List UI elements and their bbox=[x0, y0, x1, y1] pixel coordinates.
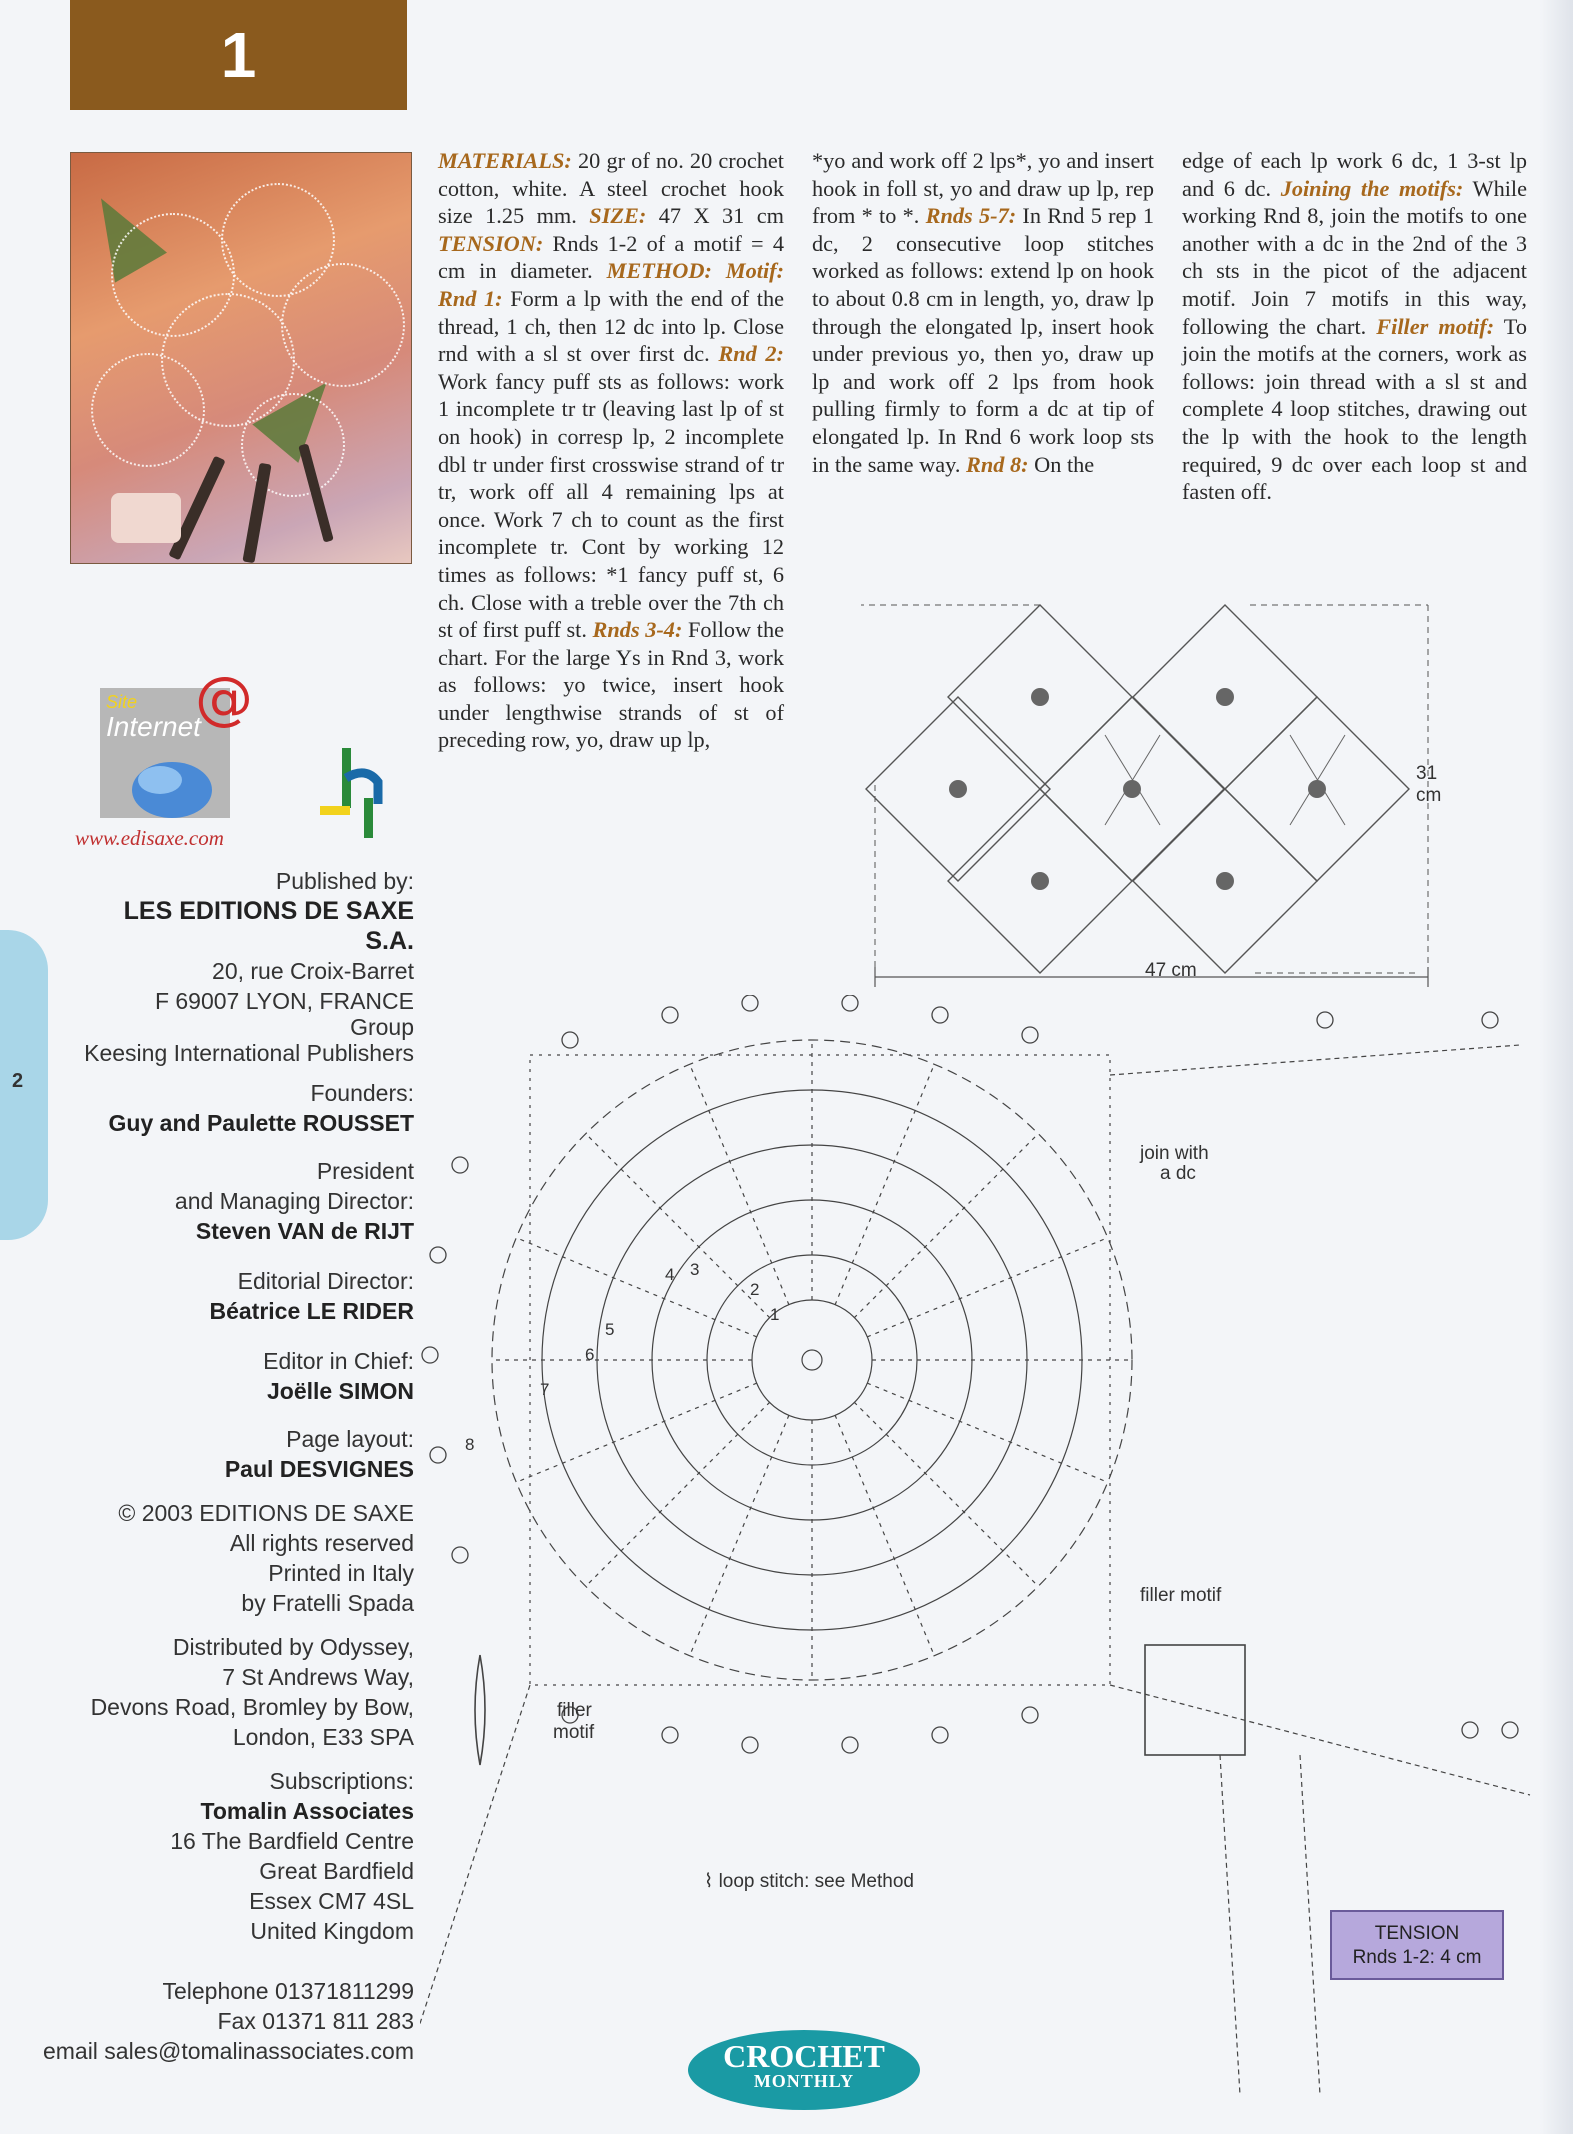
founders-label: Founders: bbox=[310, 1080, 414, 1106]
layout-name: Paul DESVIGNES bbox=[224, 1456, 414, 1482]
rnd2-text: Work fancy puff sts as follows: work 1 incomplete tr tr (leaving last lp of st on hook) in corresp lp, 2 incomplete dbl tr under first crosswise strand of tr tr, work off all 4 remaining lps at once. Work 7 ch to count as the first incomplete tr. Cont by working 12 times as follows: *1 fancy puff st, 6 ch. Close with a treble over the 7th ch st of first puff st. bbox=[438, 368, 784, 643]
rnd8-heading: Rnd 8: bbox=[965, 451, 1029, 477]
tension-box bbox=[1330, 1910, 1504, 1980]
rnd34-heading: Rnds 3-4: bbox=[592, 617, 683, 643]
subscriptions-name: Tomalin Associates bbox=[200, 1798, 414, 1824]
subscriptions-label: Subscriptions: bbox=[269, 1768, 414, 1794]
website-url[interactable]: www.edisaxe.com bbox=[75, 826, 224, 850]
telephone: Telephone 01371811299 bbox=[162, 1978, 414, 2004]
loop-stitch-text: loop stitch: see Method bbox=[718, 1871, 914, 1892]
publisher-address-1: 20, rue Croix-Barret bbox=[212, 958, 414, 984]
instructions-column-3 bbox=[1182, 147, 1527, 506]
distribution-2: 7 St Andrews Way, bbox=[222, 1664, 414, 1690]
layout-label: Page layout: bbox=[286, 1426, 414, 1452]
crochet-logo-line-1: CROCHET bbox=[723, 2038, 885, 2074]
filler-heading: Filler motif: bbox=[1376, 313, 1495, 339]
side-tab bbox=[0, 930, 48, 1240]
group-label: Group bbox=[350, 1014, 414, 1040]
filler-motif-label-left-2: motif bbox=[553, 1722, 595, 1743]
internet-text: Internet bbox=[106, 711, 201, 742]
join-label-1: join with bbox=[1140, 1143, 1209, 1164]
copyright: © 2003 EDITIONS DE SAXE bbox=[118, 1500, 414, 1526]
filler-motif-label-right: filler motif bbox=[1140, 1585, 1222, 1606]
section-number-banner bbox=[70, 0, 407, 110]
filler-motif-label-left-1: filler bbox=[557, 1700, 592, 1721]
size-text: 47 X 31 cm bbox=[646, 203, 785, 229]
round-number: 6 bbox=[585, 1345, 595, 1364]
round-number: 4 bbox=[665, 1265, 675, 1284]
subscriptions-address-3: Essex CM7 4SL bbox=[249, 1888, 414, 1914]
tension-box-line-2: Rnds 1-2: 4 cm bbox=[1352, 1947, 1482, 1968]
round-number: 1 bbox=[770, 1305, 780, 1324]
subscriptions-address-4: United Kingdom bbox=[250, 1918, 414, 1944]
method-text: Form a lp with the end of the thread, 1 ch, then 12 dc into lp. Close rnd with a sl st over first dc. bbox=[438, 285, 784, 367]
publisher-address-2: F 69007 LYON, FRANCE bbox=[154, 988, 414, 1014]
join-label-2: a dc bbox=[1160, 1163, 1196, 1184]
rnd57-heading: Rnds 5-7: bbox=[925, 203, 1017, 229]
president-name: Steven VAN de RIJT bbox=[195, 1218, 414, 1244]
group-name: Keesing International Publishers bbox=[84, 1040, 414, 1066]
round-number: 8 bbox=[465, 1435, 475, 1454]
editor-label: Editor in Chief: bbox=[263, 1348, 414, 1374]
president-label-1: President bbox=[316, 1158, 414, 1184]
site-internet-logo bbox=[100, 670, 253, 820]
instructions-column-2 bbox=[812, 147, 1154, 478]
section-number: 1 bbox=[220, 19, 257, 91]
round-number: 2 bbox=[750, 1280, 760, 1299]
loop-stitch-legend bbox=[704, 1870, 914, 1893]
distribution-1: Distributed by Odyssey, bbox=[172, 1634, 414, 1660]
subscriptions-address-2: Great Bardfield bbox=[259, 1858, 414, 1884]
publisher-company: LES EDITIONS DE SAXE bbox=[123, 897, 414, 925]
instructions-column-1 bbox=[438, 147, 784, 754]
col3-text: edge of each lp work 6 dc, 1 3-st lp and 6 dc. bbox=[1182, 148, 1527, 201]
president-label-2: and Managing Director: bbox=[174, 1188, 414, 1214]
joining-text: While working Rnd 8, join the motifs to one another with a dc in the 2nd of the 3 ch sts in the picot of the adjacent motif. Join 7 motifs in this way, following the chart. bbox=[1182, 175, 1528, 339]
page-number: 2 bbox=[12, 1070, 24, 1092]
materials-text: 20 gr of no. 20 crochet cotton, white. A steel crochet hook size 1.25 mm. bbox=[438, 148, 784, 229]
assembly-diagram bbox=[860, 595, 1450, 995]
published-by-label: Published by: bbox=[275, 868, 414, 894]
site-text: Site bbox=[106, 692, 138, 712]
materials-heading: MATERIALS: bbox=[438, 148, 572, 173]
distribution-4: London, E33 SPA bbox=[232, 1724, 414, 1750]
col2-text: *yo and work off 2 lps*, yo and insert hook in foll st, yo and draw up lp, rep from * to *. bbox=[812, 148, 1154, 229]
publisher-company-suffix: S.A. bbox=[365, 927, 414, 955]
round-number: 3 bbox=[690, 1260, 700, 1279]
size-heading: SIZE: bbox=[589, 203, 647, 229]
tension-heading: TENSION: bbox=[438, 230, 544, 256]
loop-stitch-icon: ⌇ bbox=[704, 1871, 714, 1892]
tension-box-line-1: TENSION bbox=[1374, 1923, 1460, 1944]
rights: All rights reserved bbox=[229, 1530, 414, 1556]
founders-name: Guy and Paulette ROUSSET bbox=[108, 1110, 414, 1136]
publisher-info bbox=[43, 866, 414, 2066]
subscriptions-address-1: 16 The Bardfield Centre bbox=[170, 1828, 414, 1854]
crochet-logo-line-2: MONTHLY bbox=[753, 2071, 855, 2091]
rnd34-text: Follow the chart. For the large Ys in Rnd 3, work as follows: yo twice, insert hook under lengthwise strands of st of preceding row, yo, draw up lp, bbox=[438, 617, 784, 753]
editor-name: Joëlle SIMON bbox=[267, 1378, 414, 1404]
doily-photo bbox=[70, 152, 412, 564]
round-number: 5 bbox=[605, 1320, 615, 1339]
rnd8-text: On the bbox=[1028, 451, 1095, 477]
distribution-3: Devons Road, Bromley by Bow, bbox=[90, 1694, 414, 1720]
height-label: 31 cm bbox=[1416, 763, 1442, 806]
printed: Printed in Italy bbox=[268, 1560, 414, 1586]
joining-heading: Joining the motifs: bbox=[1280, 175, 1464, 201]
crochet-monthly-logo bbox=[688, 2030, 920, 2110]
editorial-label: Editorial Director: bbox=[237, 1268, 414, 1294]
fax: Fax 01371 811 283 bbox=[217, 2008, 414, 2034]
email[interactable]: email sales@tomalinassociates.com bbox=[42, 2038, 414, 2064]
page-gutter bbox=[1540, 0, 1573, 2134]
editorial-name: Béatrice LE RIDER bbox=[209, 1298, 414, 1324]
printer: by Fratelli Spada bbox=[241, 1590, 414, 1616]
publisher-h-logo bbox=[320, 748, 390, 838]
width-label: 47 cm bbox=[1145, 960, 1197, 981]
rnd57-text: In Rnd 5 rep 1 dc, 2 consecutive loop stitches worked as follows: extend lp on hook to about 0.8 cm in length, yo, draw lp through the elongated lp, insert hook under previous yo, then yo, draw up lp and work off 2 lps from hook pulling firmly to form a dc at tip of elongated lp. In Rnd 6 work loop sts in the same way. bbox=[812, 203, 1154, 477]
filler-text: To join the motifs at the corners, work as follows: join thread with a sl st and complete 4 loop stitches, drawing out the lp with the hook to the length required, 9 dc over each loop st and fasten off. bbox=[1182, 313, 1527, 505]
tension-text: Rnds 1-2 of a motif = 4 cm in diameter. bbox=[438, 230, 784, 284]
round-number: 7 bbox=[540, 1380, 550, 1399]
rnd2-heading: Rnd 2: bbox=[718, 341, 784, 367]
method-heading: METHOD: Motif: Rnd 1: bbox=[438, 258, 785, 311]
svg-text:@: @ bbox=[195, 670, 253, 732]
